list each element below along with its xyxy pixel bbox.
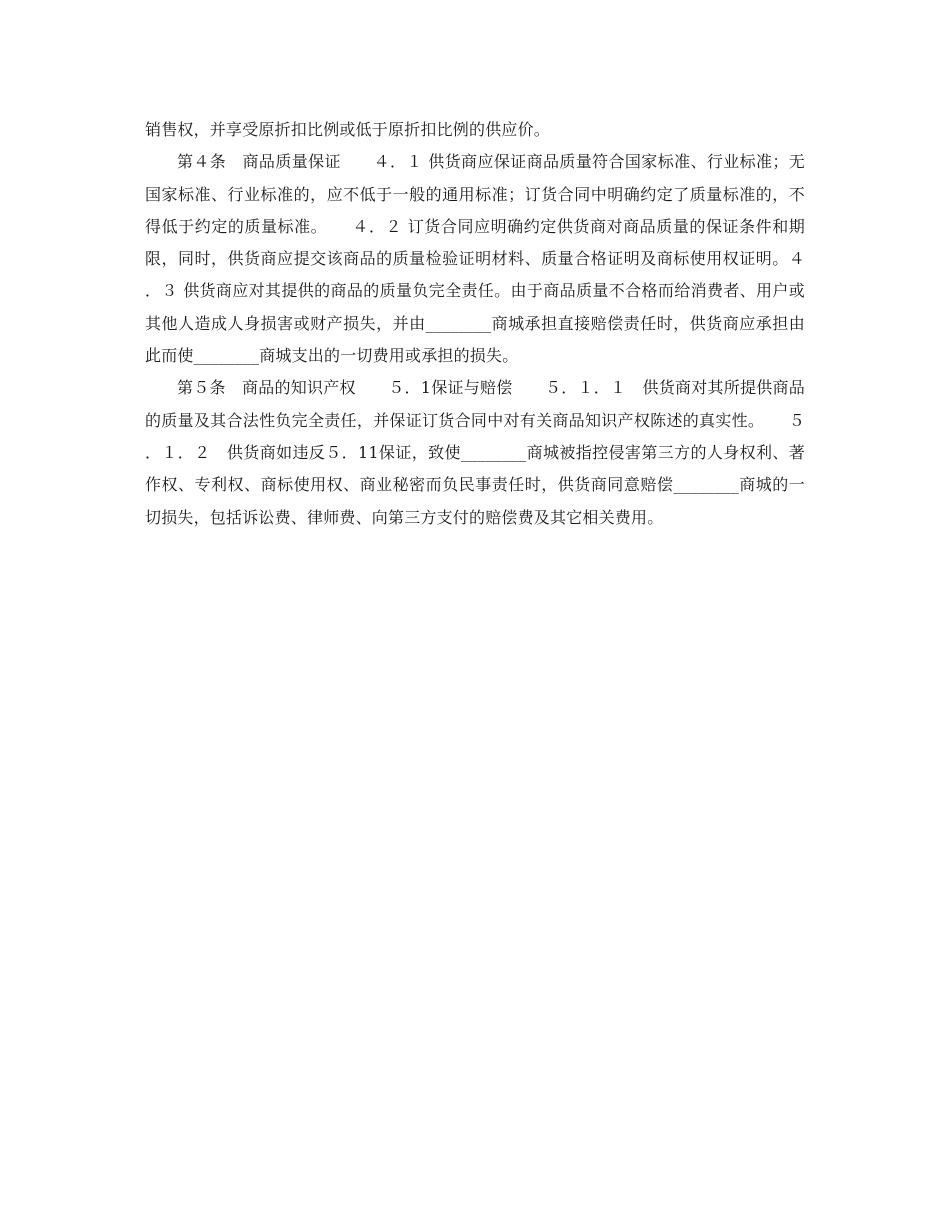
paragraph-sales-right: 销售权，并享受原折扣比例或低于原折扣比例的供应价。 <box>145 120 551 139</box>
paragraph-article-5-ip: 第５条 商品的知识产权 ５．1保证与赔偿 ５．１．１ 供货商对其所提供商品的质量及其合法性负完全责任，并保证订货合同中对有关商品知识产权陈述的真实性。 ５．１．２ 供货商如违反５．11保证，致使________商城被指控侵害第三方的人身权利、著作权、专利权、商标使用权、商业秘密而负民事责任时，供货商同意赔偿________商城的一切损失，包括诉讼费、律师费、向第三方支付的赔偿费及其它相关费用。 <box>145 378 805 527</box>
document-body <box>145 114 805 534</box>
paragraph-article-4-quality: 第４条 商品质量保证 ４．１ 供货商应保证商品质量符合国家标准、行业标准；无国家标准、行业标准的，应不低于一般的通用标准；订货合同中明确约定了质量标准的，不得低于约定的质量标准。 ４．２ 订货合同应明确约定供货商对商品质量的保证条件和期限，同时，供货商应提交该商品的质量检验证明材料、质量合格证明及商标使用权证明。４．３ 供货商应对其提供的商品的质量负完全责任。由于商品质量不合格而给消费者、用户或其他人造成人身损害或财产损失，并由________商城承担直接赔偿责任时，供货商应承担由此而使________商城支出的一切费用或承担的损失。 <box>145 152 805 366</box>
